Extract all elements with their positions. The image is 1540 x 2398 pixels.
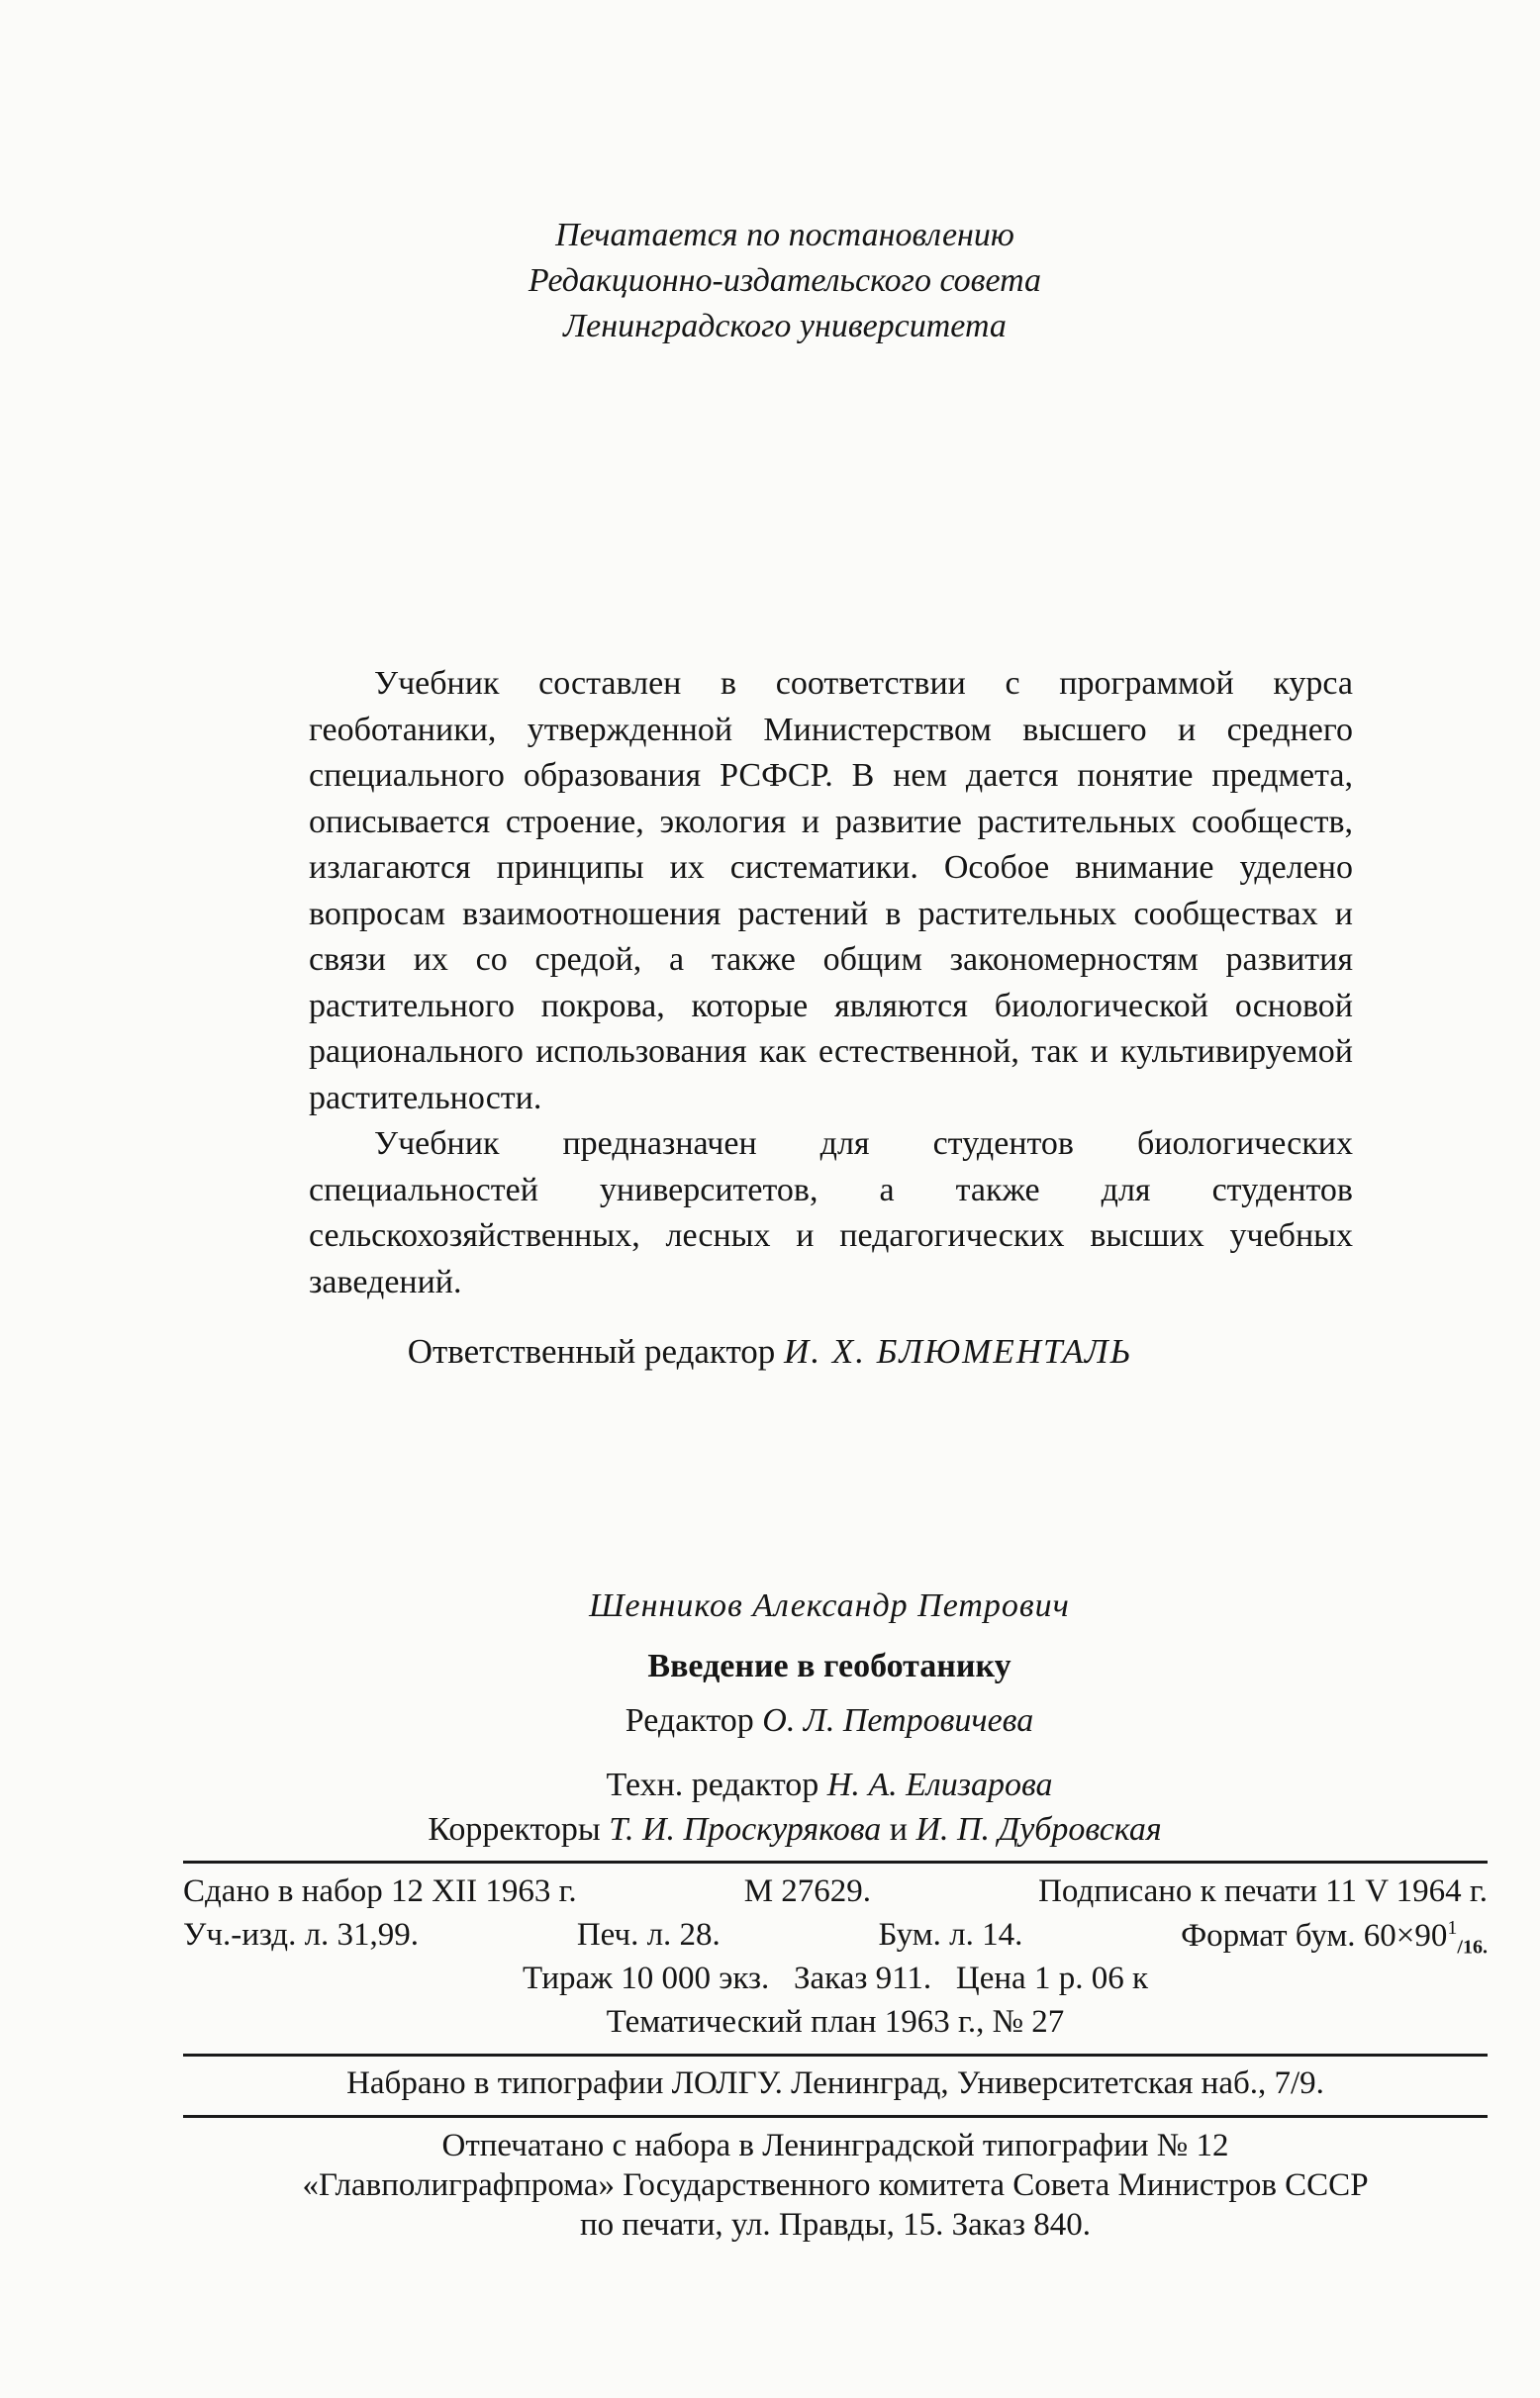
editor-credit xyxy=(0,1702,1540,1740)
typeset-date: Сдано в набор 12 XII 1963 г. xyxy=(183,1873,577,1909)
approval-line-3: Ленинградского университета xyxy=(563,308,1007,344)
print-data-row-2 xyxy=(183,1917,1488,1960)
print-data-row-1 xyxy=(183,1873,1488,1910)
uch-izd-sheets: Уч.-изд. л. 31,99. xyxy=(183,1917,420,1953)
correctors-conjunction: и xyxy=(889,1811,908,1848)
paper-format-label: Формат бум. xyxy=(1181,1918,1356,1954)
book-title: Введение в геоботанику xyxy=(647,1648,1011,1684)
editor-label: Редактор xyxy=(625,1702,754,1739)
tech-editor-label: Техн. редактор xyxy=(606,1767,819,1803)
corrector-name-2: И. П. Дубровская xyxy=(915,1811,1162,1848)
typeset-location: Набрано в типографии ЛОЛГУ. Ленинград, Университетская наб., 7/9. xyxy=(346,2065,1324,2101)
divider-rule xyxy=(183,2115,1488,2118)
book-abstract xyxy=(309,661,1353,1305)
order-number: Заказ 911. xyxy=(794,1961,932,1996)
printed-at-line-1: Отпечатано с набора в Ленинградской типографии № 12 xyxy=(441,2128,1229,2163)
responsible-editor-name: И. Х. БЛЮМЕНТАЛЬ xyxy=(784,1332,1133,1371)
printed-at-line-3: по печати, ул. Правды, 15. Заказ 840. xyxy=(580,2207,1091,2243)
price: Цена 1 р. 06 к xyxy=(955,1961,1148,1996)
tech-editor-name: Н. А. Елизарова xyxy=(826,1767,1053,1803)
tech-editor-credit xyxy=(0,1767,1540,1804)
paper-format-sub: /16. xyxy=(1457,1936,1488,1959)
paper-format xyxy=(1181,1917,1488,1960)
correctors-credit xyxy=(0,1811,1540,1849)
author-name: Шенников Александр Петрович xyxy=(589,1587,1070,1624)
thematic-plan: Тематический план 1963 г., № 27 xyxy=(606,2004,1065,2040)
editor-name: О. Л. Петровичева xyxy=(762,1702,1034,1739)
abstract-paragraph-2: Учебник предназначен для студентов биологических специальностей университетов, а также для студентов сельскохозяйственных, лесных и педагогических высших учебных заведений. xyxy=(309,1125,1353,1300)
print-run: Тираж 10 000 экз. xyxy=(523,1961,770,1996)
corrector-name-1: Т. И. Проскурякова xyxy=(609,1811,882,1848)
paper-format-sup: 1 xyxy=(1447,1917,1458,1939)
divider-rule xyxy=(183,2054,1488,2057)
print-sheets: Печ. л. 28. xyxy=(576,1917,721,1953)
printed-at-line-2: «Главполиграфпрома» Государственного комитета Совета Министров СССР xyxy=(302,2167,1369,2203)
approval-line-1: Печатается по постановлению xyxy=(555,217,1014,253)
m-number: М 27629. xyxy=(743,1873,872,1909)
print-data-row-3 xyxy=(183,1961,1488,1997)
responsible-editor-label: Ответственный редактор xyxy=(407,1332,776,1371)
signed-date: Подписано к печати 11 V 1964 г. xyxy=(1038,1873,1488,1909)
paper-sheets: Бум. л. 14. xyxy=(878,1917,1023,1953)
correctors-label: Корректоры xyxy=(428,1811,601,1848)
paper-format-value: 60×90 xyxy=(1363,1918,1448,1954)
responsible-editor xyxy=(0,1332,1540,1372)
divider-rule xyxy=(183,1861,1488,1864)
approval-line-2: Редакционно-издательского совета xyxy=(528,262,1042,299)
abstract-paragraph-1: Учебник составлен в соответствии с программой курса геоботаники, утвержденной Министерством высшего и среднего специального образования РСФСР. В нем дается понятие предмета, описывается строение, экология и развитие растительных сообществ, излагаются принципы их систематики. Особое внимание уделено вопросам взаимоотношения растений в растительных сообществах и связи их со средой, а также общим закономерностям развития растительного покрова, которые являются биологической основой рационального использования как естественной, так и культивируемой растительности. xyxy=(309,665,1353,1116)
publication-approval-note xyxy=(0,213,1540,349)
